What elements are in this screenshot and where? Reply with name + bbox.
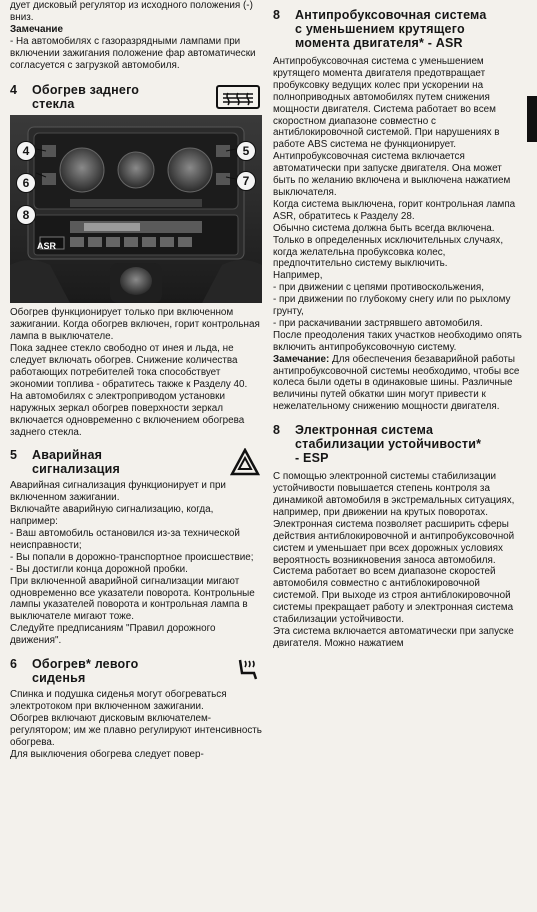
asr-note-heading: Замечание: <box>273 353 330 365</box>
s5-para-1: Аварийная сигнализация функционирует и при включенном зажигании. <box>10 480 226 504</box>
section-title: Обогрев* левого сиденья <box>32 657 139 686</box>
callout-6: 6 <box>16 173 36 193</box>
s8b-para-1: С помощью электронной системы стабилизации устойчивости повышается степень контроля за динамикой автомобиля в экстремальных ситуациях, например, при движении на крутых поворотах. Электронная система позволяет расширить сферы действия антиблокировочной и антипробуксовочной систем и уменьшает при всех дорожных условиях вероятность возникновения заноса автомобиля. <box>273 471 515 566</box>
s6-para-2: Обогрев включают дисковым включателем-регулятором; им же плавно регулируют интенсивность обогрева. <box>10 712 262 748</box>
seat-heating-icon <box>234 657 260 688</box>
section-number: 8 <box>273 423 280 438</box>
note-top: - На автомобилях с газоразрядными лампами при включении зажигания положение фар автоматически согласуется с загрузкой автомобиля. <box>10 35 256 71</box>
right-column <box>273 0 525 650</box>
section-title: Антипробуксовочная система с уменьшением крутящего момента двигателя* - ASR <box>295 8 487 50</box>
rear-defrost-icon <box>216 85 260 114</box>
note-top-heading: Замечание <box>10 23 63 35</box>
section-title: Электронная система стабилизации устойчивости* - ESP <box>295 423 482 466</box>
section-title: Обогрев заднего стекла <box>32 83 140 112</box>
s5-para-2: Включайте аварийную сигнализацию, когда, например: <box>10 504 214 528</box>
s6-para-3: Для выключения обогрева следует повер- <box>10 748 204 760</box>
s8a-para-1: Антипробуксовочная система с уменьшением крутящего момента двигателя предотвращает пробуксовку ведущих колес при ускорении на полноприводных автомобилях путем снижения мощности двигателя. Система работает во всем скоростном диапазоне совместно с антиблокировочной системой. При нарушениях в работе ABS система не функционирует. <box>273 56 500 151</box>
s8a-para-2: Антипробуксовочная система включается автоматически при запуске двигателя. Она может быть по желанию включена и выключена нажатием выключателя. <box>273 151 511 198</box>
s8a-para-5: Например, <box>273 270 323 282</box>
section-number: 8 <box>273 8 280 22</box>
callout-7: 7 <box>236 171 256 191</box>
section-4-header <box>10 83 262 111</box>
section-number: 5 <box>10 448 17 463</box>
s4-para-2: Пока заднее стекло свободно от инея и льда, не следует включать обогрев. Снижение количества работающих потребителей тока способствует экономии топлива - обратитесь также к Разделу 40. <box>10 343 248 390</box>
section-6-header <box>10 657 262 685</box>
s5-para-6: При включенной аварийной сигнализации мигают одновременно все указатели поворота. Контрольные лампы указателей поворота и контрольная лампа в выключателе мигают тоже. <box>10 575 255 623</box>
hazard-triangle-icon <box>230 448 260 481</box>
section-8b-header <box>273 423 525 465</box>
s8b-para-3: Эта система включается автоматически при запуске двигателя. Можно нажатием <box>273 625 514 649</box>
asr-note-text: Для обеспечения безаварийной работы антипробуксовочной системы необходимо, чтобы все колеса были одеты в одинаковые шины. Различные величины путей обкатки шин могут привести к нежелательному снижению мощности двигателя. <box>273 353 520 413</box>
left-column <box>10 0 262 761</box>
asr-note <box>273 354 525 414</box>
section-5-header <box>10 448 262 476</box>
section-title: Аварийная сигнализация <box>32 448 121 477</box>
s8a-para-6: - при движении с цепями противоскольжения, <box>273 282 484 294</box>
asr-label: ASR <box>37 241 57 252</box>
s4-para-3: На автомобилях с электроприводом установки наружных зеркал обогрев поверхности зеркал включается одновременно с включением обогрева заднего стекла. <box>10 390 245 438</box>
callout-8: 8 <box>16 205 36 225</box>
s8a-para-9: После преодоления таких участков необходимо опять включить антипробуксовочную систему. <box>273 329 522 353</box>
s8a-para-4: Обычно система должна быть всегда включена. Только в определенных исключительных случаях, когда желательна пробуксовка колес, предпочтительно систему выключить. <box>273 222 504 270</box>
section-8a-header <box>273 8 525 50</box>
s6-para-1: Спинка и подушка сиденья могут обогреваться электротоком при включенном зажигании. <box>10 689 227 712</box>
section-number: 4 <box>10 83 17 98</box>
s8b-para-2: Система работает во всем диапазоне скоростей автомобиля совместно с антиблокировочной системой. При выходе из строя антиблокировочной системы прекращает работу и электронная система стабилизации устойчивости. <box>273 566 514 626</box>
callout-4: 4 <box>16 141 36 161</box>
s5-para-5: - Вы достигли конца дорожной пробки. <box>10 563 188 575</box>
s8a-para-8: - при раскачивании застрявшего автомобиля. <box>273 317 483 329</box>
dashboard-photo <box>10 115 262 303</box>
s4-para-1: Обогрев функционирует только при включенном зажигании. Когда обогрев включен, горит контрольная лампа в выключателе. <box>10 307 260 343</box>
intro-top: дует дисковый регулятор из исходного положения (-) вниз. <box>10 0 253 23</box>
s5-para-7: Следуйте предписаниям "Правил дорожного движения". <box>10 623 216 647</box>
s5-para-4: - Вы попали в дорожно-транспортное происшествие; <box>10 551 254 563</box>
s5-para-3: - Ваш автомобиль остановился из-за технической неисправности; <box>10 528 240 551</box>
s8a-para-7: - при движении по глубокому снегу или по рыхлому грунту, <box>273 294 511 318</box>
page-tab-marker <box>527 96 537 142</box>
s8a-para-3: Когда система выключена, горит контрольная лампа ASR, обратитесь к Разделу 28. <box>273 198 516 222</box>
section-number: 6 <box>10 657 17 672</box>
callout-5: 5 <box>236 141 256 161</box>
